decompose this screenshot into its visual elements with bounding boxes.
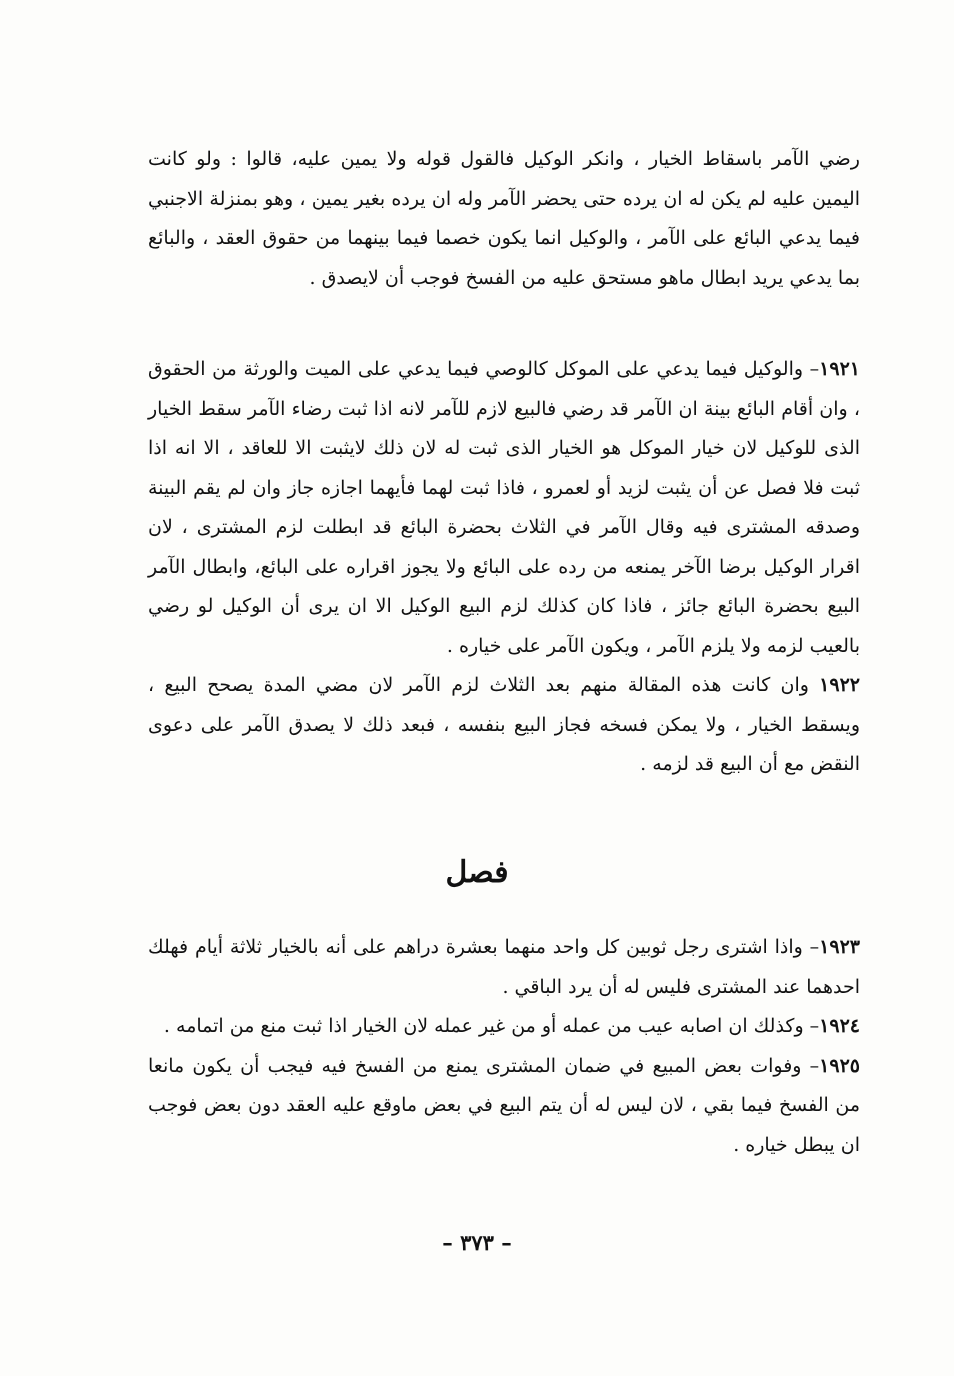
paragraph-text: – واذا اشترى رجل ثوبين كل واحد منهما بعشرة دراهم على أنه بالخيار ثلاثة أيام فهلك احدهما عند المشترى فليس له أن يرد الباقي .	[148, 936, 860, 998]
paragraph-number: ١٩٢١	[819, 358, 860, 380]
page-number: – ٣٧٣ –	[442, 1230, 512, 1255]
paragraph-number: ١٩٢٤	[819, 1015, 860, 1037]
paragraph-number: ١٩٢٥	[819, 1054, 860, 1077]
paragraph-text: وان كانت هذه المقالة منهم بعد الثلاث لزم الآمر لان مضي المدة يصحح البيع ، ويسقط الخيار ، ولا يمكن فسخه فجاز البيع بنفسه ، فبعد ذلك لا يصدق الآمر على دعوى النقض مع أن البيع قد لزمه .	[148, 674, 860, 775]
paragraph-group-middle	[148, 350, 860, 785]
paragraph-text: – والوكيل فيما يدعي على الموكل كالوصي فيما يدعي على الميت والورثة من الحقوق ، وان أقام البائع بينة ان الآمر قد رضي فالبيع لازم للآمر لانه اذا ثبت رضاء الآمر سقط الخيار الذى للوكيل لان خيار الموكل هو الخيار الذى ثبت له لان ذلك لايثبت الا للعاقد ، الا انه اذا ثبت فلا فصل عن أن يثبت لزيد أو لعمرو ، فاذا ثبت لهما فأيهما اجازه جاز وان لم يقم البينة وصدقه المشترى فيه وقال الآمر في الثلاث بحضرة البائع قد ابطلت لزم المشترى ، لان اقرار الوكيل برضا الآخر يمنعه من رده على البائع ولا يجوز اقراره على البائع، وابطال الآمر البيع بحضرة البائع جائز ، فاذا كان كذلك لزم البيع الوكيل الا ان يرى أن الوكيل لو رضي بالعيب لزمه ولا يلزم الآمر ، ويكون الآمر على خياره .	[148, 358, 860, 657]
paragraph-number: ١٩٢٢	[819, 674, 860, 696]
paragraph-1924	[148, 1007, 860, 1047]
paragraph-group-bottom	[148, 928, 860, 1165]
paragraph-text: رضي الآمر باسقاط الخيار ، وانكر الوكيل فالقول قوله ولا يمين عليه، قالوا : ولو كانت اليمين عليه لم يكن له ان يرده حتى يحضر الآمر وله ان يرده بغير يمين ، وهو بمنزلة الاجنبي فيما يدعي البائع على الآمر ، والوكيل انما يكون خصما فيما بينهما من حقوق العقد ، والبائع بما يدعي يريد ابطال ماهو مستحق عليه من الفسخ فوجب أن لايصدق .	[148, 148, 860, 289]
paragraph-1925	[148, 1047, 860, 1166]
paragraph-text: – وكذلك ان اصابه عيب من عمله أو من غير عمله لان الخيار اذا ثبت منع من اتمامه .	[163, 1015, 820, 1037]
paragraph-1922	[148, 666, 860, 785]
paragraph-group-top	[148, 140, 860, 298]
paragraph-text: – وفوات بعض المبيع في ضمان المشترى يمنع من الفسخ فيه فيجب أن يكون مانعا من الفسخ فيما بقي ، لان ليس له أن يتم البيع في بعض ماوقع عليه العقد دون بعض فوجب ان يبطل خياره .	[148, 1054, 860, 1156]
paragraph-1923	[148, 928, 860, 1007]
section-heading: فصل	[445, 855, 509, 890]
paragraph-continuation	[148, 140, 860, 298]
paragraph-number: ١٩٢٣	[819, 936, 860, 958]
paragraph-1921	[148, 350, 860, 666]
